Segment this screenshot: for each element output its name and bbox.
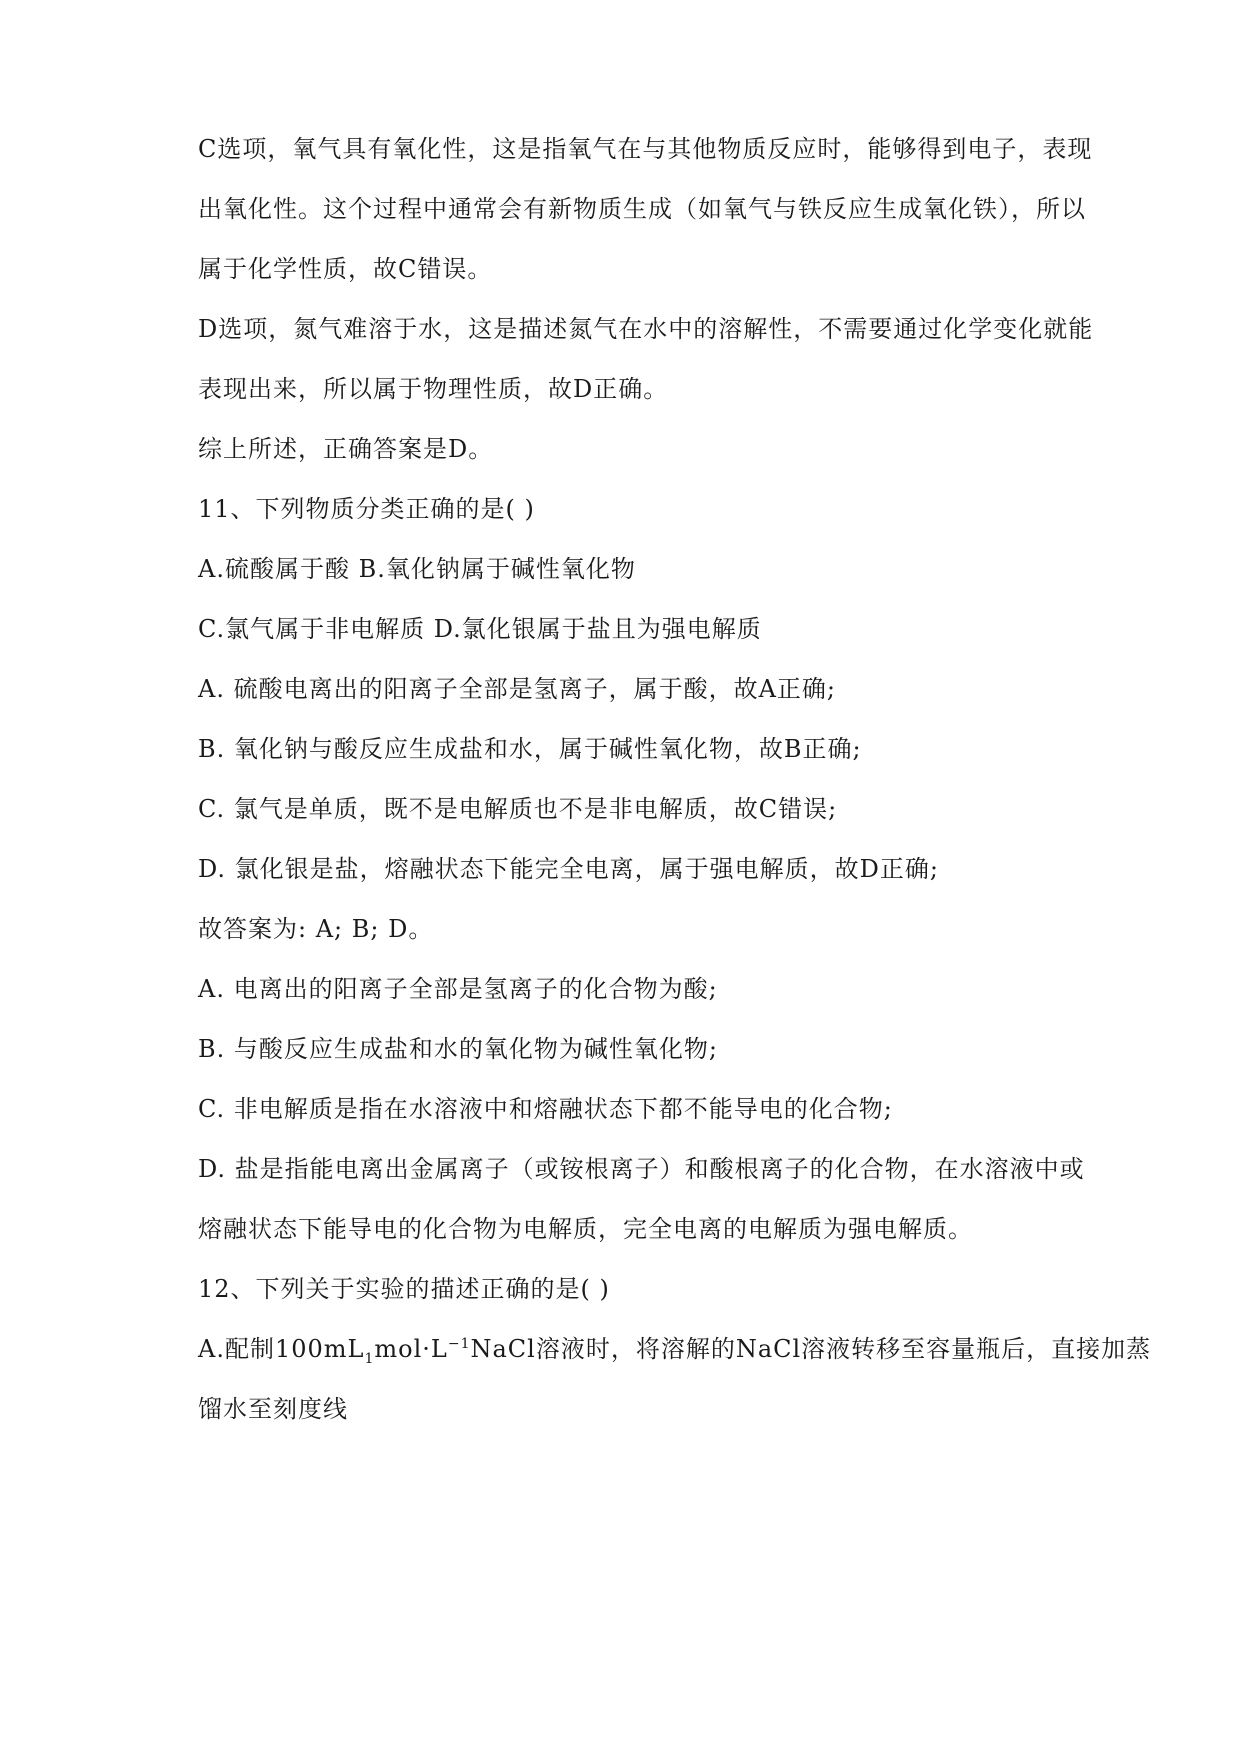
text-line: C选项，氧气具有氧化性，这是指氧气在与其他物质反应时，能够得到电子，表现 — [198, 135, 1093, 163]
concept-line-b: B. 与酸反应生成盐和水的氧化物为碱性氧化物; — [198, 1035, 718, 1063]
text-line: 属于化学性质，故C错误。 — [198, 255, 493, 283]
concept-line-a: A. 电离出的阳离子全部是氢离子的化合物为酸; — [198, 975, 718, 1003]
question-11-stem: 11、下列物质分类正确的是( ) — [198, 495, 535, 523]
concept-line-c: C. 非电解质是指在水溶液中和熔融状态下都不能导电的化合物; — [198, 1095, 893, 1123]
analysis-line-d: D. 氯化银是盐，熔融状态下能完全电离，属于强电解质，故D正确; — [198, 855, 939, 883]
concept-line-d: D. 盐是指能电离出金属离子（或铵根离子）和酸根离子的化合物，在水溶液中或 — [198, 1155, 1085, 1183]
question-11-options-ab: A.硫酸属于酸 B.氧化钠属于碱性氧化物 — [198, 555, 636, 583]
question-12-stem: 12、下列关于实验的描述正确的是( ) — [198, 1275, 610, 1303]
question-11-options-cd: C.氯气属于非电解质 D.氯化银属于盐且为强电解质 — [198, 615, 762, 643]
question-12-option-a-cont: 馏水至刻度线 — [198, 1395, 348, 1423]
text-line: 出氧化性。这个过程中通常会有新物质生成（如氧气与铁反应生成氧化铁），所以 — [198, 195, 1086, 223]
analysis-line-a: A. 硫酸电离出的阳离子全部是氢离子，属于酸，故A正确; — [198, 675, 837, 703]
analysis-line-b: B. 氧化钠与酸反应生成盐和水，属于碱性氧化物，故B正确; — [198, 735, 862, 763]
analysis-line-c: C. 氯气是单质，既不是电解质也不是非电解质，故C错误; — [198, 795, 838, 823]
formula-subscript: 1 — [364, 1350, 375, 1367]
text-line: 综上所述，正确答案是D。 — [198, 435, 494, 463]
formula-superscript: −1 — [447, 1336, 471, 1352]
text-line: 熔融状态下能导电的化合物为电解质，完全电离的电解质为强电解质。 — [198, 1215, 973, 1243]
answer-line: 故答案为: A; B; D。 — [198, 915, 434, 943]
text-line: D选项，氮气难溶于水，这是描述氮气在水中的溶解性，不需要通过化学变化就能 — [198, 315, 1094, 343]
formula-prefix: A.配制100mL — [198, 1335, 365, 1363]
question-12-option-a — [198, 1332, 1152, 1367]
text-line: 表现出来，所以属于物理性质，故D正确。 — [198, 375, 669, 403]
formula-suffix: NaCl溶液时，将溶解的NaCl溶液转移至容量瓶后，直接加蒸 — [470, 1335, 1152, 1363]
formula-unit: mol·L — [374, 1335, 448, 1363]
